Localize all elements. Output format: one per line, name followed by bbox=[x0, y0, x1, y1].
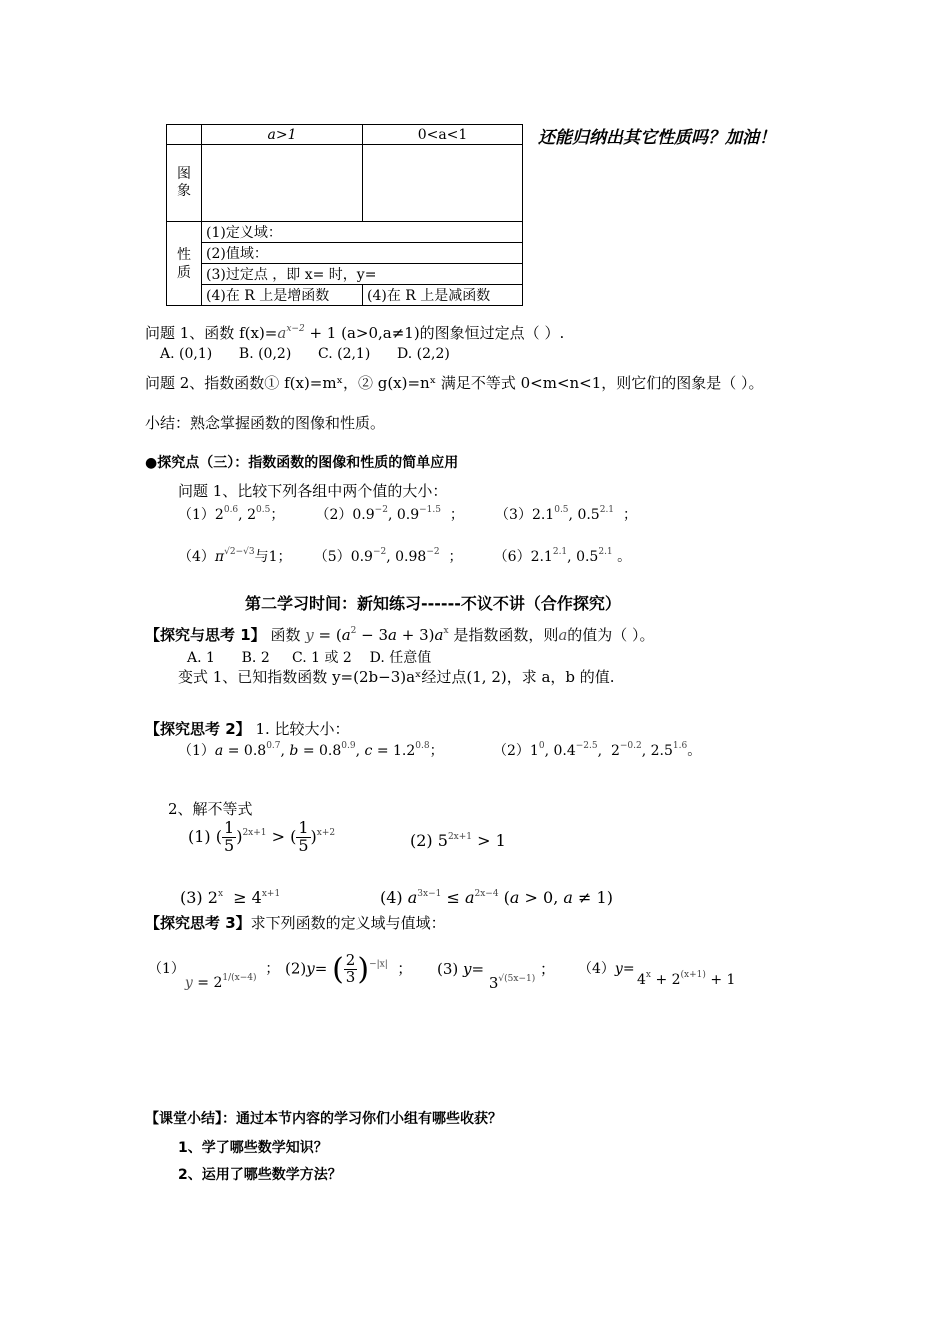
function-4: （4）y= bbox=[578, 961, 635, 977]
compare-row-1: $(1)2^{0.6}$, $2^{0.5}$； $(2)0.9^{-2}$, $0.9^{-1.5}$ ； $(3)2.1^{0.5}$, $0.5^{2.1}$ ； bbox=[178, 505, 637, 523]
row-label-property: 性质 bbox=[167, 222, 202, 306]
explore-2-item-1: $(1)a = 0.8^{0.7}$, $b = 0.8^{0.9}$, $c = 1.2^{0.8}$； bbox=[178, 741, 444, 759]
question-1-options bbox=[160, 346, 450, 362]
section-3-question-1: 问题 1、比较下列各组中两个值的大小： bbox=[178, 482, 448, 500]
item-2-label: （2） bbox=[315, 507, 353, 523]
explore-2-title: 1. 比较大小： bbox=[255, 720, 350, 738]
explore-1-variant: 变式 1、已知指数函数 y=(2b−3)aˣ经过点(1, 2)，求 a，b 的值. bbox=[178, 668, 615, 686]
function-3: (3) $y= 3^{√(5x-1)}$ ； bbox=[437, 960, 555, 992]
graph-cell-a-gt-1 bbox=[202, 145, 363, 222]
explore-2 bbox=[145, 718, 350, 739]
row-label-image: 图象 bbox=[167, 145, 202, 222]
explore-3-text: 求下列函数的定义域与值域： bbox=[250, 914, 446, 932]
function-2: (2)y= ( $\frac{2}{3}$ )$^{-|x|}$ ； bbox=[285, 951, 413, 987]
property-domain: (1)定义域： bbox=[202, 222, 523, 243]
explore-2-item-1-prefix: （1） bbox=[178, 743, 215, 759]
explore-option-a: A. 1 bbox=[187, 650, 215, 666]
header-a-gt-1: a>1 bbox=[202, 125, 363, 145]
explore-2-item-2: $(2)1^0$, $0.4^{-2.5}$, $2^{-0.2}$, $2.5^{1.6}$。 bbox=[493, 741, 702, 759]
class-summary-label: 【课堂小结】 bbox=[145, 1111, 222, 1127]
explore-2-label: 【探究思考 2】 bbox=[145, 720, 251, 738]
side-note: 还能归纳出其它性质吗？加油！ bbox=[538, 128, 776, 148]
explore-2-item-2-prefix: （2） bbox=[493, 743, 530, 759]
inequality-1: (1) ( $\frac{1}{5}$ )$^{2x+1}$ > ( $\frac{1}{5}$ )$^{x+2}$ bbox=[188, 818, 336, 855]
explore-1-text-a: 函数 bbox=[270, 626, 301, 644]
small-summary: 小结：熟念掌握函数的图像和性质。 bbox=[145, 414, 386, 432]
class-summary-text: ：通过本节内容的学习你们小组有哪些收获？ bbox=[222, 1111, 502, 1127]
property-decreasing: (4)在 R 上是减函数 bbox=[363, 285, 523, 306]
header-a-lt-1: 0<a<1 bbox=[363, 125, 523, 145]
inequality-2: (2) $5^{2x+1} > 1$ bbox=[410, 831, 506, 850]
compare-row-2: $(4)\pi^{√2-√3}$与1； $(5)0.9^{-2}$, $0.98^{-2}$ ； $(6)2.1^{2.1}$, $0.5^{2.1}$ 。 bbox=[178, 547, 632, 565]
part-2-title: 第二学习时间：新知练习------不议不讲（合作探究） bbox=[245, 594, 621, 613]
explore-option-c: C. 1 或 2 bbox=[292, 650, 352, 666]
property-table bbox=[166, 124, 523, 306]
explore-2-solve-title: 2、解不等式 bbox=[168, 800, 253, 818]
explore-1-text-c: 的值为（ ）。 bbox=[567, 626, 655, 644]
explore-option-d: D. 任意值 bbox=[369, 650, 432, 666]
section-3-title: ●探究点（三）：指数函数的图像和性质的简单应用 bbox=[145, 455, 459, 471]
question-2: 问题 2、指数函数① f(x)=mˣ，② g(x)=nˣ 满足不等式 0<m<n<1，则它们的图象是（ ）。 bbox=[145, 374, 764, 392]
question-1-prefix: 问题 1、函数 f(x)= bbox=[145, 324, 278, 342]
item-1-label: （1） bbox=[178, 507, 215, 523]
property-increasing: (4)在 R 上是增函数 bbox=[202, 285, 363, 306]
function-4-expression: $4^x + 2^{(x+1)} + 1$ bbox=[637, 970, 736, 988]
option-c: C. (2,1) bbox=[318, 346, 371, 362]
class-summary bbox=[145, 1108, 502, 1128]
property-range: (2)值域： bbox=[202, 243, 523, 264]
function-1: $(1)y = 2^{1/(x-4)}$ ； bbox=[148, 961, 280, 991]
item-6-label: （6） bbox=[493, 549, 531, 565]
question-1: 问题 1、函数 $f(x)=a^{x-2} + 1$ (a>0,a≠1)的图象恒过定点（ ）. bbox=[145, 324, 565, 342]
inequality-4: (4) $a^{3x-1} \le a^{2x-4}$ (a > 0, a ≠ 1) bbox=[380, 888, 613, 907]
explore-1-text-b: 是指数函数，则 bbox=[453, 626, 559, 644]
explore-1: 【探究与思考 1】 函数 $y = (a^2 - 3a + 3)a^x$ 是指数函数，则a的值为（ ）。 bbox=[145, 626, 655, 644]
explore-1-label: 【探究与思考 1】 bbox=[145, 626, 266, 644]
option-a: A. (0,1) bbox=[160, 346, 213, 362]
item-4-label: （4） bbox=[178, 549, 215, 565]
item-5-label: （5） bbox=[313, 549, 351, 565]
class-summary-q1: 1、学了哪些数学知识？ bbox=[178, 1140, 328, 1156]
explore-3 bbox=[145, 912, 446, 933]
option-b: B. (0,2) bbox=[238, 346, 292, 362]
explore-3-label: 【探究思考 3】 bbox=[145, 914, 251, 932]
property-fixed-point: (3)过定点 ，即 x= 时，y= bbox=[202, 264, 523, 285]
item-3-label: （3） bbox=[495, 507, 532, 523]
class-summary-q2: 2、运用了哪些数学方法？ bbox=[178, 1167, 342, 1183]
explore-option-b: B. 2 bbox=[241, 650, 270, 666]
inequality-3: (3) $2^x \ge 4^{x+1}$ bbox=[180, 888, 281, 907]
graph-cell-a-lt-1 bbox=[363, 145, 523, 222]
question-1-suffix: (a>0,a≠1)的图象恒过定点（ ）. bbox=[341, 324, 565, 342]
question-1-formula: $a^{x-2}$ bbox=[277, 324, 305, 342]
table-corner-cell bbox=[167, 125, 202, 145]
explore-1-options bbox=[187, 647, 431, 667]
option-d: D. (2,2) bbox=[397, 346, 450, 362]
